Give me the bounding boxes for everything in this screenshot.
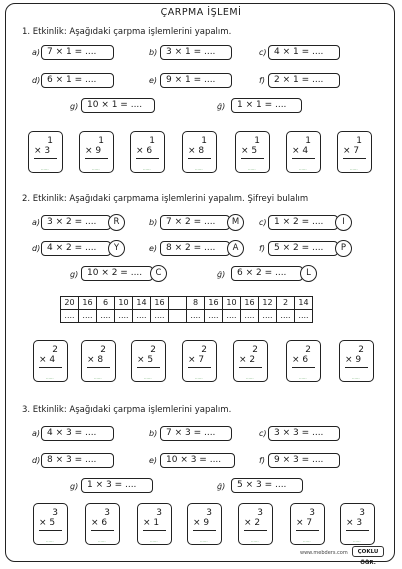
cipher-answer-cell[interactable]: .... <box>205 310 223 323</box>
s3-label-g: g) <box>70 482 79 491</box>
cipher-number: 10 <box>223 297 241 310</box>
s2-problem-b[interactable]: 7 × 2 = .... <box>160 215 230 230</box>
card-top: 1 <box>98 136 104 146</box>
s2-card-3[interactable] <box>131 340 166 382</box>
card-line <box>345 367 368 368</box>
s2-label-b: b) <box>149 218 158 227</box>
card-multiplier: × 7 <box>188 355 205 365</box>
s2-label-c: c) <box>259 218 267 227</box>
section1-heading: 1. Etkinlik: Aşağıdaki çarpma işlemlerini yapalım. <box>22 27 232 37</box>
page-title: ÇARPMA İŞLEMİ <box>160 7 242 18</box>
s1-card-5[interactable] <box>235 131 270 173</box>
card-multiplier: × 3 <box>346 518 363 528</box>
s3-card-2[interactable] <box>85 503 120 545</box>
cipher-number: 16 <box>79 297 97 310</box>
card-line <box>292 158 315 159</box>
section3-heading: 3. Etkinlik: Aşağıdaki çarpma işlemlerini yapalım. <box>22 405 232 415</box>
card-answer: ...... <box>98 538 106 543</box>
card-top: 1 <box>149 136 155 146</box>
card-answer: ...... <box>299 375 307 380</box>
card-top: 2 <box>150 345 156 355</box>
card-answer: ...... <box>303 538 311 543</box>
card-top: 2 <box>305 345 311 355</box>
s3-card-6[interactable] <box>290 503 325 545</box>
s1-problem-c[interactable]: 4 × 1 = .... <box>268 45 340 60</box>
s3-label-e: e) <box>149 456 158 465</box>
s2-label-d: d) <box>32 244 41 253</box>
s2-letter-gg: L <box>300 265 317 282</box>
footer-badge: ÇOKLU ÖĞR. <box>352 546 384 557</box>
s2-problem-e[interactable]: 8 × 2 = .... <box>160 241 230 256</box>
card-answer: ...... <box>94 375 102 380</box>
s2-label-a: a) <box>32 218 41 227</box>
card-line <box>85 158 108 159</box>
s3-label-a: a) <box>32 429 41 438</box>
cipher-space <box>169 297 187 310</box>
cipher-answer-cell[interactable]: .... <box>115 310 133 323</box>
card-multiplier: × 6 <box>136 146 153 156</box>
card-line <box>34 158 57 159</box>
s1-problem-g[interactable]: 10 × 1 = .... <box>81 98 155 113</box>
s2-letter-f: P <box>335 240 352 257</box>
s3-problem-g[interactable]: 1 × 3 = .... <box>81 478 153 493</box>
card-answer: ...... <box>200 538 208 543</box>
s1-label-f: f) <box>259 76 265 85</box>
s2-label-f: f) <box>259 244 265 253</box>
card-multiplier: × 4 <box>292 146 309 156</box>
card-top: 3 <box>359 508 365 518</box>
card-multiplier: × 9 <box>345 355 362 365</box>
card-multiplier: × 2 <box>244 518 261 528</box>
s1-label-a: a) <box>32 48 41 57</box>
s2-card-7[interactable] <box>339 340 374 382</box>
card-multiplier: × 8 <box>188 146 205 156</box>
s2-card-4[interactable] <box>182 340 217 382</box>
card-multiplier: × 5 <box>39 518 56 528</box>
s1-card-6[interactable] <box>286 131 321 173</box>
card-multiplier: × 5 <box>241 146 258 156</box>
s2-letter-d: Y <box>108 240 125 257</box>
s1-label-g: g) <box>70 102 79 111</box>
card-line <box>136 158 159 159</box>
cipher-answer-cell[interactable]: .... <box>151 310 169 323</box>
card-top: 1 <box>356 136 362 146</box>
card-top: 1 <box>254 136 260 146</box>
cipher-answer-cell[interactable]: .... <box>259 310 277 323</box>
card-multiplier: × 2 <box>239 355 256 365</box>
card-answer: ...... <box>144 375 152 380</box>
cipher-number: 16 <box>205 297 223 310</box>
cipher-number: 2 <box>277 297 295 310</box>
cipher-grid <box>60 296 313 323</box>
s3-label-d: d) <box>32 456 41 465</box>
cipher-number: 16 <box>241 297 259 310</box>
card-line <box>137 367 160 368</box>
s3-label-f: f) <box>259 456 265 465</box>
card-line <box>39 367 62 368</box>
card-multiplier: × 5 <box>137 355 154 365</box>
card-answer: ...... <box>46 375 54 380</box>
card-answer: ...... <box>246 375 254 380</box>
card-line <box>292 367 315 368</box>
card-answer: ...... <box>353 538 361 543</box>
card-multiplier: × 8 <box>87 355 104 365</box>
cipher-answer-cell[interactable]: .... <box>79 310 97 323</box>
card-top: 3 <box>206 508 212 518</box>
s3-problem-c[interactable]: 3 × 3 = .... <box>268 426 340 441</box>
cipher-number: 10 <box>115 297 133 310</box>
s3-problem-d[interactable]: 8 × 3 = .... <box>41 453 114 468</box>
cipher-answer-cell[interactable]: .... <box>97 310 115 323</box>
card-top: 2 <box>358 345 364 355</box>
card-top: 3 <box>257 508 263 518</box>
card-answer: ...... <box>46 538 54 543</box>
card-answer: ...... <box>299 166 307 171</box>
s1-card-3[interactable] <box>130 131 165 173</box>
s2-label-g: g) <box>70 270 79 279</box>
s1-problem-b[interactable]: 3 × 1 = .... <box>160 45 232 60</box>
cipher-number: 14 <box>295 297 313 310</box>
s1-label-d: d) <box>32 76 41 85</box>
s3-card-4[interactable] <box>187 503 222 545</box>
s3-label-gg: ğ) <box>217 482 226 491</box>
s2-label-e: e) <box>149 244 158 253</box>
card-multiplier: × 1 <box>143 518 160 528</box>
s1-problem-gg[interactable]: 1 × 1 = .... <box>231 98 302 113</box>
card-line <box>87 367 110 368</box>
card-multiplier: × 7 <box>296 518 313 528</box>
cipher-number: 16 <box>151 297 169 310</box>
card-multiplier: × 4 <box>39 355 56 365</box>
s2-card-6[interactable] <box>286 340 321 382</box>
card-multiplier: × 7 <box>343 146 360 156</box>
s1-problem-e[interactable]: 9 × 1 = .... <box>160 73 232 88</box>
card-top: 2 <box>252 345 258 355</box>
s3-label-b: b) <box>149 429 158 438</box>
card-line <box>343 158 366 159</box>
s2-letter-b: M <box>227 214 244 231</box>
s1-label-c: c) <box>259 48 267 57</box>
s1-problem-f[interactable]: 2 × 1 = .... <box>268 73 340 88</box>
s3-card-7[interactable] <box>340 503 375 545</box>
s1-card-2[interactable] <box>79 131 114 173</box>
cipher-space <box>169 310 187 323</box>
s2-problem-c[interactable]: 1 × 2 = .... <box>268 215 338 230</box>
card-line <box>188 367 211 368</box>
s3-card-5[interactable] <box>238 503 273 545</box>
cipher-number-row <box>61 297 313 310</box>
footer-site[interactable]: www.mebders.com <box>300 550 348 556</box>
card-top: 1 <box>305 136 311 146</box>
s1-label-gg: ğ) <box>217 102 226 111</box>
s1-card-1[interactable] <box>28 131 63 173</box>
card-answer: ...... <box>143 166 151 171</box>
card-line <box>91 530 114 531</box>
card-multiplier: × 3 <box>34 146 51 156</box>
cipher-answer-cell[interactable]: .... <box>241 310 259 323</box>
s3-problem-gg[interactable]: 5 × 3 = .... <box>231 478 303 493</box>
card-multiplier: × 9 <box>85 146 102 156</box>
card-top: 2 <box>201 345 207 355</box>
cipher-number: 8 <box>187 297 205 310</box>
card-top: 2 <box>100 345 106 355</box>
card-top: 1 <box>47 136 53 146</box>
s3-label-c: c) <box>259 429 267 438</box>
s2-problem-gg[interactable]: 6 × 2 = .... <box>231 266 303 281</box>
card-line <box>241 158 264 159</box>
card-top: 3 <box>309 508 315 518</box>
cipher-number: 14 <box>133 297 151 310</box>
cipher-number: 6 <box>97 297 115 310</box>
s2-problem-g[interactable]: 10 × 2 = .... <box>81 266 153 281</box>
s1-card-4[interactable] <box>182 131 217 173</box>
card-answer: ...... <box>195 166 203 171</box>
s2-card-5[interactable] <box>233 340 268 382</box>
cipher-number: 12 <box>259 297 277 310</box>
s2-letter-c: I <box>335 214 352 231</box>
s3-problem-b[interactable]: 7 × 3 = .... <box>160 426 232 441</box>
cipher-answer-cell[interactable]: .... <box>133 310 151 323</box>
s2-letter-e: A <box>227 240 244 257</box>
cipher-answer-cell[interactable]: .... <box>295 310 313 323</box>
s2-label-gg: ğ) <box>217 270 226 279</box>
card-multiplier: × 9 <box>193 518 210 528</box>
s1-card-7[interactable] <box>337 131 372 173</box>
s1-problem-a[interactable]: 7 × 1 = .... <box>41 45 114 60</box>
card-top: 3 <box>104 508 110 518</box>
s2-letter-g: C <box>150 265 167 282</box>
card-multiplier: × 6 <box>91 518 108 528</box>
card-line <box>193 530 216 531</box>
cipher-answer-cell[interactable]: .... <box>223 310 241 323</box>
card-line <box>296 530 319 531</box>
s3-problem-f[interactable]: 9 × 3 = .... <box>268 453 340 468</box>
cipher-answer-cell[interactable]: .... <box>187 310 205 323</box>
s3-problem-a[interactable]: 4 × 3 = .... <box>41 426 114 441</box>
card-top: 2 <box>52 345 58 355</box>
card-line <box>188 158 211 159</box>
s2-card-2[interactable] <box>81 340 116 382</box>
card-answer: ...... <box>352 375 360 380</box>
section2-heading: 2. Etkinlik: Aşağıdaki çarpmama işlemlerini yapalım. Şifreyi bulalım <box>22 194 309 204</box>
s3-card-3[interactable] <box>137 503 172 545</box>
card-top: 3 <box>52 508 58 518</box>
card-line <box>239 367 262 368</box>
cipher-answer-cell[interactable]: .... <box>61 310 79 323</box>
cipher-number: 20 <box>61 297 79 310</box>
s3-card-1[interactable] <box>33 503 68 545</box>
s2-letter-a: R <box>108 214 125 231</box>
card-line <box>39 530 62 531</box>
card-line <box>143 530 166 531</box>
card-line <box>244 530 267 531</box>
card-answer: ...... <box>92 166 100 171</box>
card-answer: ...... <box>248 166 256 171</box>
card-answer: ...... <box>350 166 358 171</box>
card-answer: ...... <box>41 166 49 171</box>
s2-problem-f[interactable]: 5 × 2 = .... <box>268 241 338 256</box>
s2-card-1[interactable] <box>33 340 68 382</box>
cipher-answer-row <box>61 310 313 323</box>
card-top: 1 <box>201 136 207 146</box>
cipher-answer-cell[interactable]: .... <box>277 310 295 323</box>
card-line <box>346 530 369 531</box>
card-answer: ...... <box>150 538 158 543</box>
s2-problem-d[interactable]: 4 × 2 = .... <box>41 241 111 256</box>
card-answer: ...... <box>195 375 203 380</box>
card-answer: ...... <box>251 538 259 543</box>
s1-label-e: e) <box>149 76 158 85</box>
s3-problem-e[interactable]: 10 × 3 = .... <box>160 453 235 468</box>
s2-problem-a[interactable]: 3 × 2 = .... <box>41 215 111 230</box>
s1-problem-d[interactable]: 6 × 1 = .... <box>41 73 114 88</box>
s1-label-b: b) <box>149 48 158 57</box>
card-top: 3 <box>156 508 162 518</box>
card-multiplier: × 6 <box>292 355 309 365</box>
